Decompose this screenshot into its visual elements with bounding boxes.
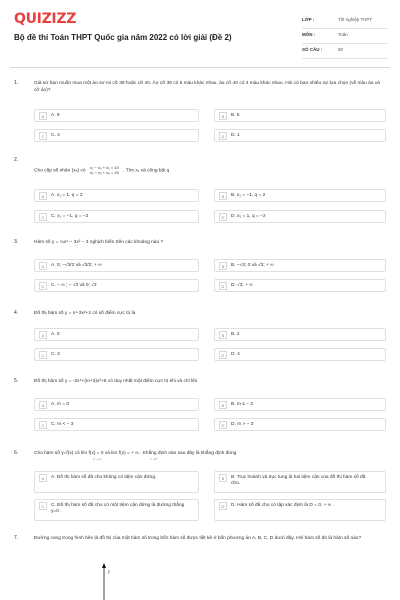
option-text: B. 5 [231,113,240,118]
option-d[interactable] [214,348,386,361]
limit-subscript-1: x→+∞ [93,457,102,461]
option-b[interactable] [214,109,386,122]
option-b[interactable] [214,398,386,411]
meta-key: MÔN : [302,32,316,37]
equation-line: x₃ − x₅ + x₆ = 20 [89,170,119,175]
option-letter-c: C [39,282,47,290]
option-c[interactable] [34,418,199,431]
option-b[interactable] [214,189,386,202]
quizizz-logo: QUIZIZZ [14,11,77,27]
option-letter-a: A [39,262,47,270]
option-letter-b: B [219,401,227,409]
meta-value: 50 [338,47,344,52]
option-letter-d: D [219,421,227,429]
option-text: C. Đồ thị hàm số đã cho có một tiệm cận đứng là đường thẳng y=0 . [51,503,185,514]
option-a[interactable] [34,471,199,493]
option-text: D. Hàm số đã cho có tập xác định là D = 0, + ∞ . [231,503,334,508]
question-number: 6. [14,450,19,456]
option-d[interactable] [214,279,386,292]
meta-key: LỚP : [302,17,315,22]
option-a[interactable] [34,109,199,122]
question-text-pre: Cho cấp số nhân (xₙ) có [34,168,86,174]
option-text: C. m < − 3 [51,422,74,427]
option-letter-a: A [39,401,47,409]
meta-value: Tốt nghiệp THPT [338,17,373,22]
option-text: A. 0 [51,332,60,337]
meta-row-class [302,14,388,29]
option-letter-a: A [39,331,47,339]
option-d[interactable] [214,418,386,431]
option-text: D. 1 [231,133,240,138]
question-number: 7. [14,535,19,541]
y-axis-label: y [108,570,111,575]
option-d[interactable] [214,210,386,223]
option-letter-a: A [39,192,47,200]
option-d[interactable] [214,499,386,521]
option-a[interactable] [34,259,199,272]
function-graph [90,563,150,600]
option-d[interactable] [214,129,386,142]
option-text: C. x₁ = −1, q = −2 [51,214,89,219]
question-text: Cho hàm số y=f(x) có lim f(x) = 0 và lim f(x) = + ∞ . Khẳng định nào sau đây là khẳng định đúng [34,451,237,456]
option-letter-a: A [39,474,47,482]
option-text: A. 0; −√3/2 và √3/2; + ∞ [51,263,102,268]
option-letter-d: D [219,351,227,359]
option-text: C. 3 [51,352,60,357]
question-number: 2. [14,157,19,163]
option-text: B. 2 [231,332,240,337]
document-title: Bộ đề thi Toán THPT Quốc gia năm 2022 có lời giải (Đề 2) [14,33,232,42]
question-text: Đồ thị hàm số y = x⁴-3x²+2 có số điểm cực trị là [34,311,136,316]
question-number: 5. [14,378,19,384]
equation-system [90,165,119,175]
option-text: D. m > − 3 [231,422,254,427]
option-c[interactable] [34,210,199,223]
option-c[interactable] [34,129,199,142]
option-letter-d: D [219,213,227,221]
question-number: 3. [14,239,19,245]
option-letter-b: B [219,331,227,339]
option-text: B. m ≤ − 3 [231,402,253,407]
option-text: B. −√3; 0 và √3; + ∞ [231,263,274,268]
option-letter-d: D [219,132,227,140]
option-text: A. x₁ = 1, q = 2 [51,193,83,198]
question-text-post: . Tìm x₁ và công bội q [123,168,170,174]
option-a[interactable] [34,189,199,202]
question-text: Đồ thị hàm số y = -2x⁴+(m+3)x²+5 có duy nhất một điểm cực trị khi và chỉ khi [34,379,198,384]
option-letter-d: D [219,282,227,290]
option-letter-b: B [219,112,227,120]
option-c[interactable] [34,279,199,292]
option-b[interactable] [214,471,386,493]
limit-subscript-2: x→0⁺ [150,457,158,461]
y-axis-arrow-icon [102,563,106,568]
option-letter-a: A [39,112,47,120]
option-text: D. x₁ = 1, q = −2 [231,214,266,219]
page-header [0,0,400,62]
option-text: D. √3; + ∞ [231,283,253,288]
option-letter-b: B [219,474,227,482]
option-text: B. Trục hoành và trục tung là hai tiệm cận của đồ thị hàm số đã cho. [231,475,366,486]
header-divider [10,67,390,68]
option-letter-c: C [39,421,47,429]
option-letter-c: C [39,132,47,140]
option-letter-b: B [219,192,227,200]
option-text: D. 4 [231,352,240,357]
meta-row-count [302,44,388,59]
option-letter-c: C [39,502,47,510]
meta-value: Toán [338,32,348,37]
option-text: A. Đồ thị hàm số đã cho không có tiệm cận đứng. [51,475,157,480]
option-letter-d: D [219,502,227,510]
question-number: 1. [14,80,19,86]
option-b[interactable] [214,259,386,272]
option-a[interactable] [34,328,199,341]
question-text: Đường cong trong hình bên là đồ thị của một hàm số trong bốn hàm số được liệt kê ở bốn phương án A, B, C, D dưới đây. Hỏi hàm số đó là hàm số nào? [34,536,362,541]
equation-line: x₂ − x₄ + x₅ = 10 [89,165,119,170]
option-letter-b: B [219,262,227,270]
option-c[interactable] [34,348,199,361]
option-text: A. 9 [51,113,60,118]
option-c[interactable] [34,499,199,521]
option-text: B. x₁ = −1, q = 2 [231,193,266,198]
meta-row-subject [302,29,388,44]
option-a[interactable] [34,398,199,411]
question-text [34,165,384,175]
option-letter-c: C [39,351,47,359]
option-b[interactable] [214,328,386,341]
option-letter-c: C [39,213,47,221]
option-text: C. − ∞ ; − √3 và 0; √3 [51,283,97,288]
option-text: A. m = 0 [51,402,69,407]
question-text: Giả sử bạn muốn mua một áo sơ mi cỡ 39 hoặc cỡ 40. Áo cỡ 39 có 5 màu khác nhau, áo cỡ 40 có 4 màu khác nhau. Hỏi có bao nhiêu sự lựa chọn (về màu áo và cỡ áo)? [34,81,380,93]
meta-key: SỐ CÂU : [302,47,323,52]
question-text: Hàm số y = ¼x⁴ − 3x² − 3 nghịch biến trên các khoảng nào ? [34,240,164,245]
meta-table [302,14,388,59]
option-text: C. 4 [51,133,60,138]
question-number: 4. [14,310,19,316]
